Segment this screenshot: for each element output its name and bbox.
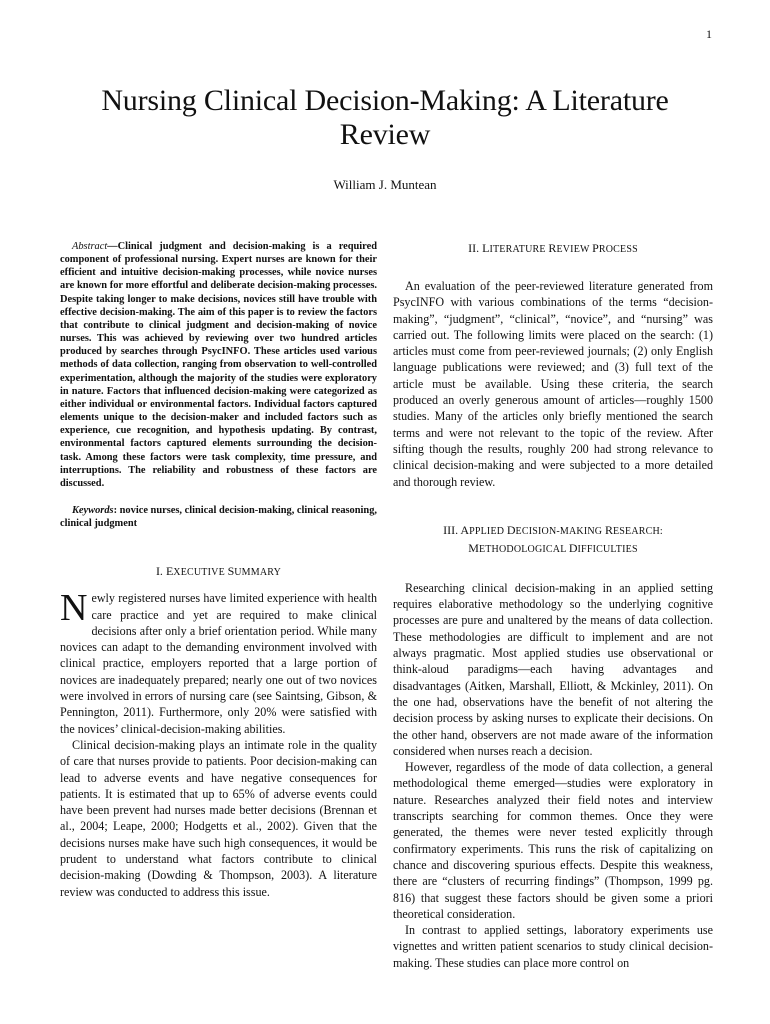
left-column	[60, 240, 377, 900]
keywords	[60, 504, 377, 530]
applied-research-paragraph-1: Researching clinical decision-making in an applied setting requires elaborative methodology so the underlying cognitive processes are pure and unaltered by the means of data collection. These methodologies are difficult to implement and are not always pragmatic. Most applied studies use observational or think-aloud paradigms—each having advantages and disadvantages (Aitken, Marshall, Elliott, & Mckinley, 2011). On the one had, observations have the benefit of not altering the decision process by asking nurses to explicate their decisions. On the other hand, observers are not made aware of the information considered when nurses reach a decision.	[393, 580, 713, 758]
drop-cap: N	[60, 587, 88, 630]
abstract-text: Clinical judgment and decision-making is a required component of professional nursing. Expert nurses are known for their efficient and intuitive decision-making processes, while novice nurses are known for more effortful and deliberate decision-making processes. Despite taking longer to make decisions, novices still have trouble with effective decision-making. The aim of this paper is to review the factors that contribute to clinical judgment and decision-making of novice nurses. This was achieved by reviewing over two hundred articles produced by searches through PsycINFO. These articles used various methods of data collection, ranging from observation to well-controlled experimentation, although the majority of the studies were exploratory in nature. Factors that influenced decision-making were categorized as either individual or environmental factors. Individual factors captured elements unique to the decision-maker and included factors such as experience, cue recognition, and hypothesis updating. By contrast, environmental factors captured elements surrounding the decision-task. Among these factors were task complexity, time pressure, and interruptions. The reliability and robustness of these factors are discussed.	[60, 241, 377, 489]
abstract-label: Abstract	[72, 241, 108, 252]
section-heading-executive-summary: I. EXECUTIVE SUMMARY	[155, 564, 282, 579]
paper-title-line-2: Review	[339, 118, 431, 151]
executive-summary-paragraph-2: Clinical decision-making plays an intimate role in the quality of care that nurses provide to patients. Poor decision-making can lead to adverse events and have negative consequences for patients. It is estimated that up to 65% of adverse events could have been prevent had nurses made better decisions (Brennan et al., 2004; Leape, 2000; Hodgetts et al., 2002). Given that the decisions nurses make have such high consequences, it would be prudent to understand what factors contribute to clinical decision-making (Dowding & Thompson, 2003). A literature review was conducted to address this issue.	[60, 737, 377, 899]
author-name: William J. Muntean	[333, 177, 437, 192]
paper-title	[60, 84, 710, 152]
keywords-label: Keywords	[72, 504, 114, 516]
applied-research-paragraph-3: In contrast to applied settings, laboratory experiments use vignettes and written patient scenarios to study clinical decision-making. These studies can place more control on	[393, 923, 713, 970]
page-number: 1	[706, 27, 712, 41]
executive-summary-text-1: ewly registered nurses have limited experience with health care practice and yet are required to make clinical decisions after only a brief orientation period. While many novices can adapt to the demanding environment involved with clinical practice, employers reported that a large portion of novices are inadequately prepared; nearly one out of two novices were involved in errors of nursing care (see Saintsing, Gibson, & Pennington, 2011). Furthermore, only 20% were satisfied with the novices’ clinical-decision-making abilities.	[60, 591, 377, 736]
applied-research-paragraph-2: However, regardless of the mode of data collection, a general methodological theme emerged—studies were exploratory in nature. Researches analyzed their field notes and interview transcripts searching for common themes. Once they were generated, the themes were never tested explicitly through confirmatory experiments. This runs the risk of capitalizing on chance and discovering spurious effects. Despite this weakness, there are “clusters of recurring findings” (Thompson, 1999 pg. 816) that suggest these factors should be given some a priori theoretical consideration.	[393, 760, 713, 921]
paper-title-line-1: Nursing Clinical Decision-Making: A Literature	[101, 84, 669, 117]
abstract-dash: —	[107, 241, 118, 252]
keywords-text: : novice nurses, clinical decision-making, clinical reasoning, clinical judgment	[60, 504, 377, 530]
section-heading-applied-research: III. APPLIED DECISION-MAKING RESEARCH: METHODOLOGICAL DIFFICULTIES	[443, 522, 663, 555]
abstract	[60, 240, 377, 490]
literature-review-paragraph: An evaluation of the peer-reviewed literature generated from PsycINFO with various combinations of the terms “decision-making”, “judgment”, “clinical”, “novice”, and “nursing” was carried out. The following limits were placed on the search: (1) articles must come from peer-reviewed journals; (2) only English language publications were reviewed; and (3) full text of the article must be available. Using these criteria, the search produced an overly generous amount of articles—roughly 1500 studies. Many of the articles only briefly mentioned the search terms and were not relevant to the topic of the review. After sifting though the results, roughly 200 had strong relevance to clinical decision-making and were subjected to a more detailed and thorough review.	[393, 279, 713, 489]
right-column	[393, 240, 713, 971]
executive-summary-paragraph-1	[60, 587, 377, 737]
section-heading-literature-review-process: II. LITERATURE REVIEW PROCESS	[468, 241, 638, 255]
